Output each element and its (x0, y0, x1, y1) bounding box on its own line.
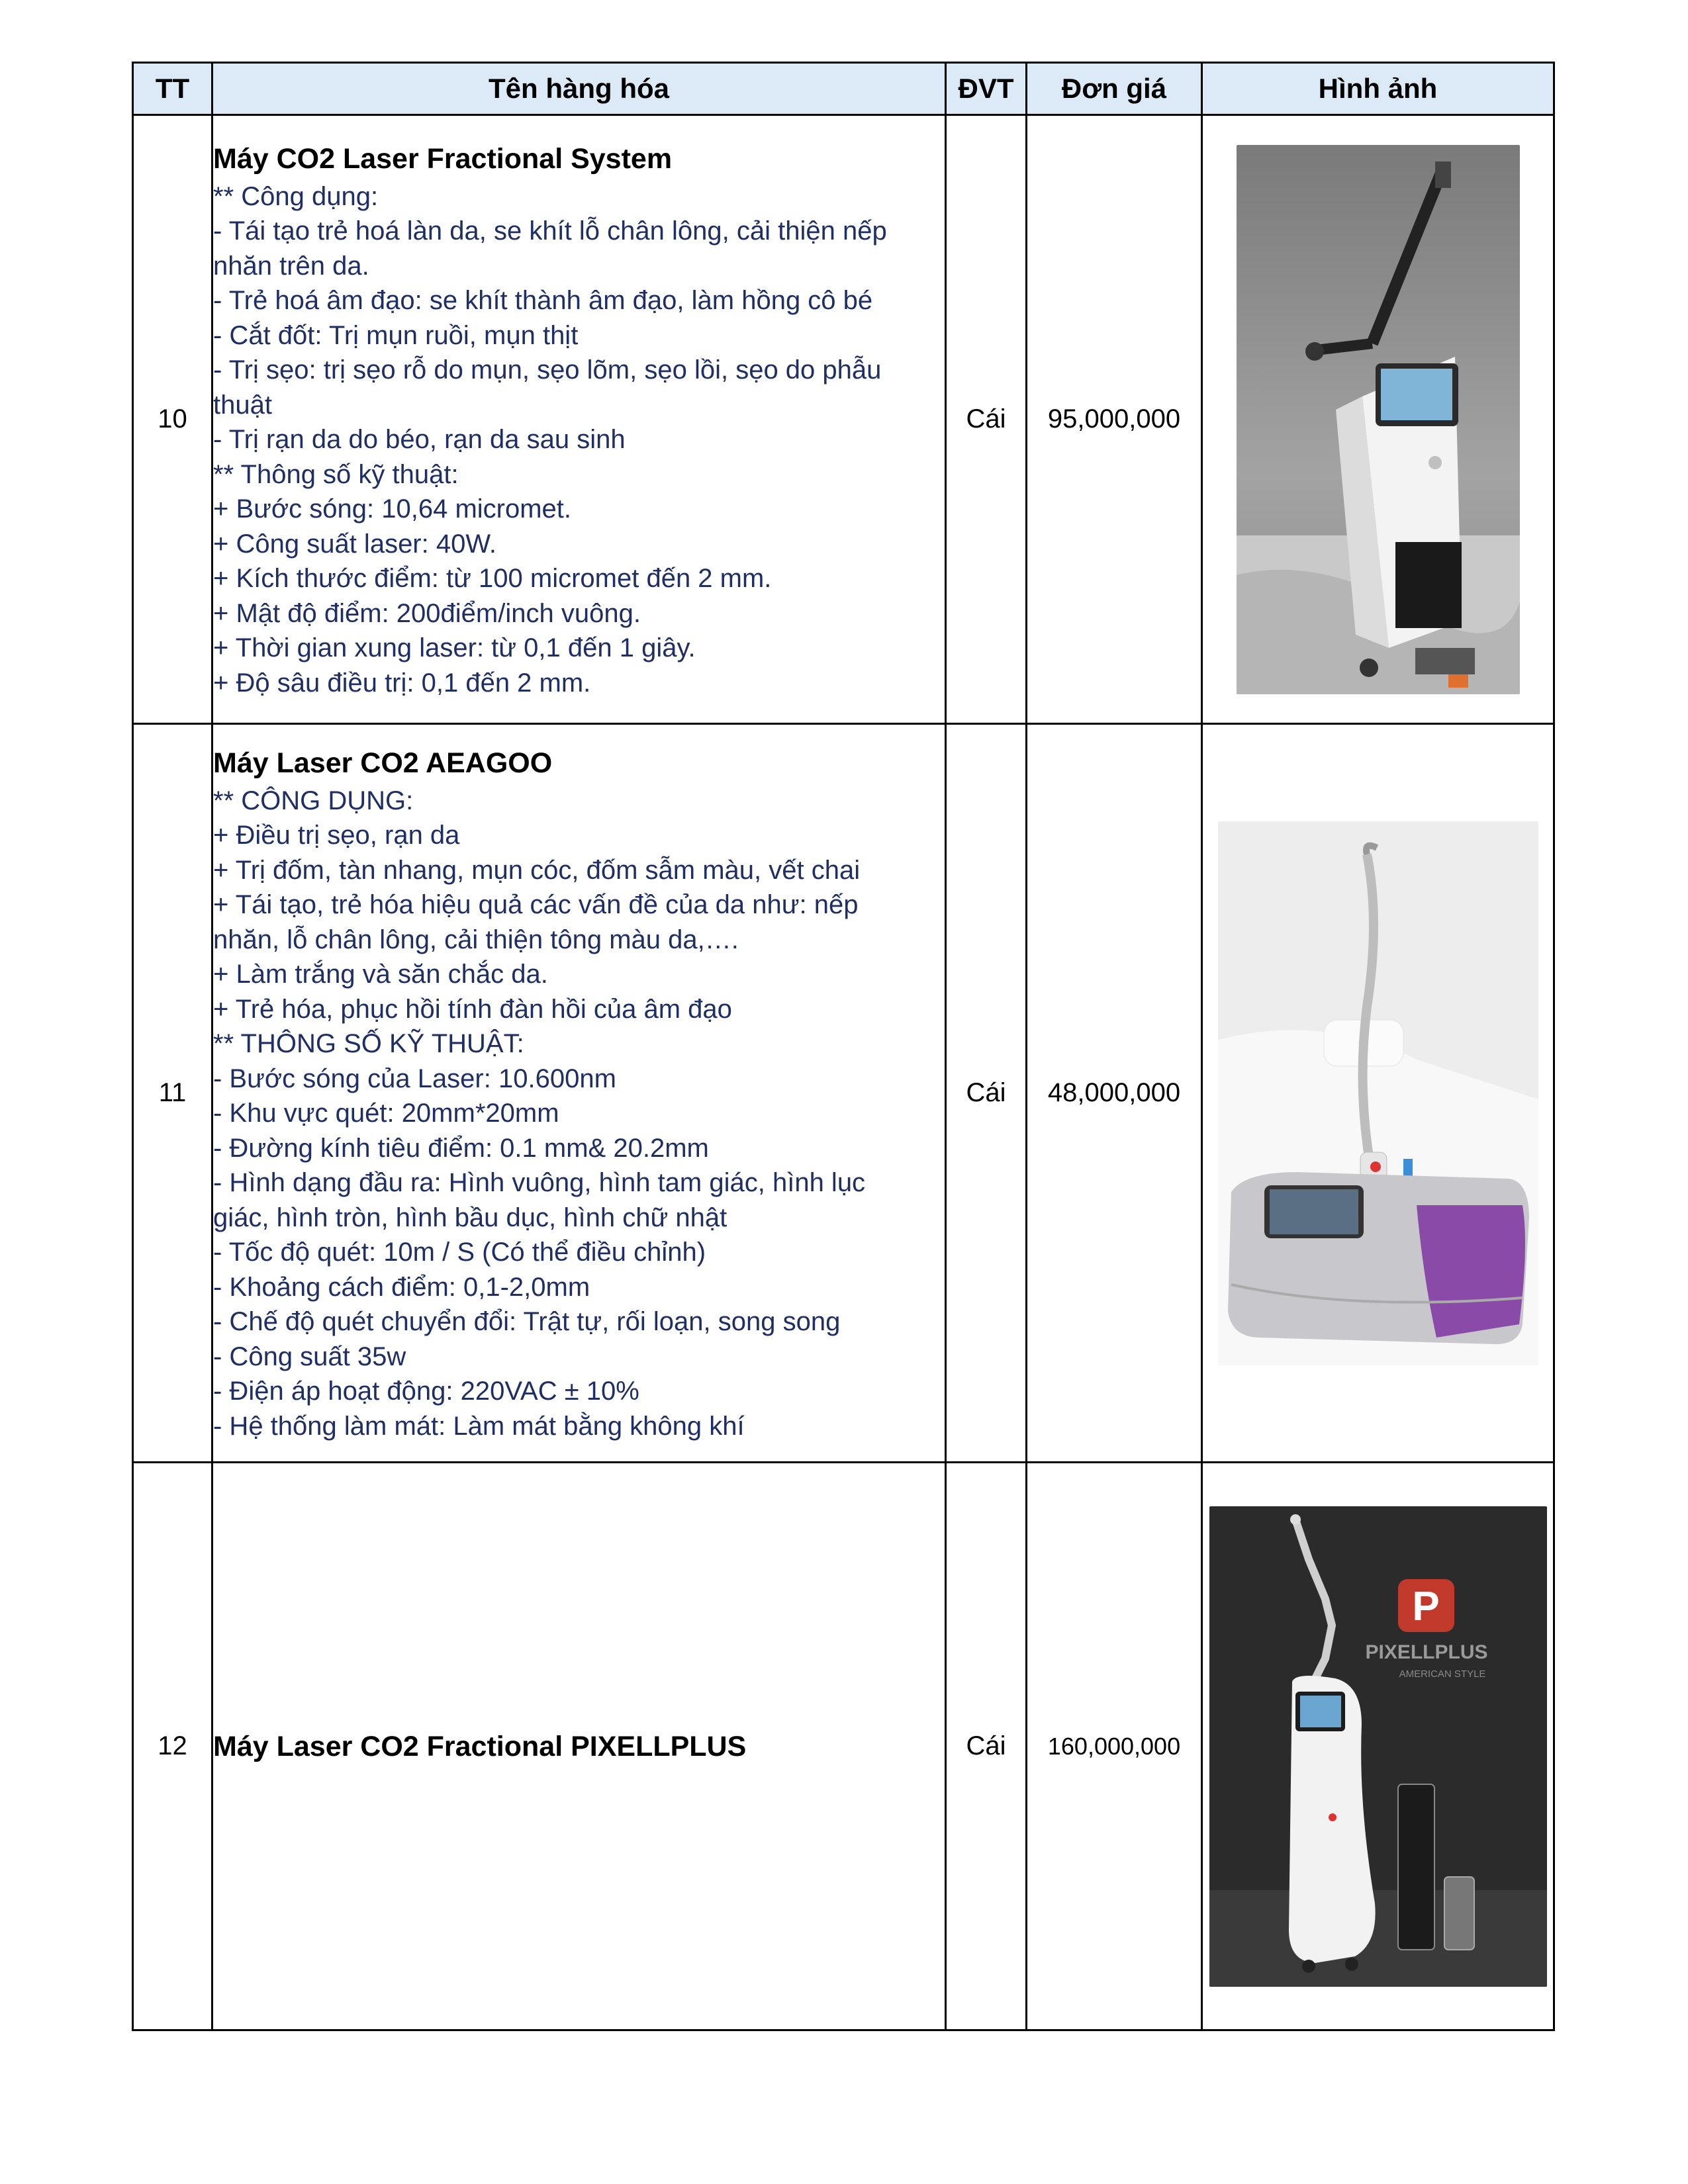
detail-line: + Thời gian xung laser: từ 0,1 đến 1 giây. (213, 633, 696, 663)
detail-line: + Công suất laser: 40W. (213, 529, 497, 559)
product-details (213, 784, 945, 1444)
header-image: Hình ảnh (1202, 63, 1554, 115)
unit-cell: Cái (946, 724, 1027, 1463)
detail-line: - Hệ thống làm mát: Làm mát bằng không khí (213, 1411, 745, 1441)
price-cell: 160,000,000 (1027, 1463, 1202, 2030)
header-product-name: Tên hàng hóa (212, 63, 946, 115)
product-price-table (132, 62, 1555, 2031)
product-name: Máy CO2 Laser Fractional System (213, 142, 673, 175)
image-cell (1202, 724, 1554, 1463)
detail-line: - Khu vực quét: 20mm*20mm (213, 1099, 559, 1128)
detail-line: ** THÔNG SỐ KỸ THUẬT: (213, 1029, 524, 1059)
row-number: 11 (133, 724, 212, 1463)
detail-line: + Trị đốm, tàn nhang, mụn cóc, đốm sẫm màu, vết chai (213, 855, 861, 885)
header-unit: ĐVT (946, 63, 1027, 115)
aeagoo-laser-machine-photo (1218, 821, 1538, 1365)
detail-line: nhăn, lỗ chân lông, cải thiện tông màu da,…. (213, 925, 739, 954)
detail-line: giác, hình tròn, hình bầu dục, hình chữ nhật (213, 1203, 727, 1232)
table-row (133, 115, 1554, 724)
unit-cell: Cái (946, 115, 1027, 724)
product-cell (212, 1463, 946, 2030)
detail-line: ** Công dụng: (213, 181, 379, 211)
pixellplus-logo-text: PIXELLPLUS (1364, 1641, 1488, 1663)
detail-line: - Điện áp hoạt động: 220VAC ± 10% (213, 1377, 639, 1406)
detail-line: - Tái tạo trẻ hoá làn da, se khít lỗ chân lông, cải thiện nếp (213, 216, 887, 246)
detail-line: - Khoảng cách điểm: 0,1-2,0mm (213, 1272, 590, 1302)
detail-line: - Cắt đốt: Trị mụn ruồi, mụn thịt (213, 320, 579, 350)
pixellplus-laser-machine-photo (1209, 1506, 1547, 1987)
detail-line: + Làm trắng và săn chắc da. (213, 960, 548, 989)
detail-line: + Điều trị sẹo, rạn da (213, 821, 460, 850)
pixellplus-logo-letter: P (1411, 1583, 1440, 1629)
image-cell (1202, 115, 1554, 724)
co2-laser-machine-photo (1237, 145, 1520, 694)
table-row (133, 1463, 1554, 2030)
table-row (133, 724, 1554, 1463)
price-cell: 95,000,000 (1027, 115, 1202, 724)
detail-line: nhăn trên da. (213, 251, 369, 281)
row-number: 10 (133, 115, 212, 724)
detail-line: + Mật độ điểm: 200điểm/inch vuông. (213, 598, 641, 628)
detail-line: - Đường kính tiêu điểm: 0.1 mm& 20.2mm (213, 1133, 709, 1163)
detail-line: ** CÔNG DỤNG: (213, 786, 414, 815)
detail-line: + Trẻ hóa, phục hồi tính đàn hồi của âm đạo (213, 994, 732, 1024)
detail-line: - Trị sẹo: trị sẹo rỗ do mụn, sẹo lõm, sẹo lồi, sẹo do phẫu (213, 355, 882, 385)
detail-line: ** Thông số kỹ thuật: (213, 459, 459, 489)
product-name: Máy Laser CO2 AEAGOO (213, 747, 553, 779)
header-tt: TT (133, 63, 212, 115)
table-header-row (133, 63, 1554, 115)
row-number: 12 (133, 1463, 212, 2030)
detail-line: - Trị rạn da do béo, rạn da sau sinh (213, 425, 626, 455)
unit-cell: Cái (946, 1463, 1027, 2030)
detail-line: - Tốc độ quét: 10m / S (Có thể điều chỉnh) (213, 1238, 706, 1267)
price-cell: 48,000,000 (1027, 724, 1202, 1463)
product-cell (212, 115, 946, 724)
detail-line: thuật (213, 390, 272, 420)
product-details (213, 179, 945, 701)
detail-line: + Tái tạo, trẻ hóa hiệu quả các vấn đề của da như: nếp (213, 890, 859, 920)
image-cell (1202, 1463, 1554, 2030)
detail-line: - Bước sóng của Laser: 10.600nm (213, 1064, 616, 1093)
detail-line: - Trẻ hoá âm đạo: se khít thành âm đạo, làm hồng cô bé (213, 286, 873, 316)
product-cell (212, 724, 946, 1463)
pixellplus-logo-subtitle: AMERICAN STYLE (1399, 1668, 1485, 1680)
header-unit-price: Đơn giá (1027, 63, 1202, 115)
detail-line: + Kích thước điểm: từ 100 micromet đến 2 mm. (213, 564, 772, 594)
detail-line: - Hình dạng đầu ra: Hình vuông, hình tam giác, hình lục (213, 1168, 866, 1198)
detail-line: + Độ sâu điều trị: 0,1 đến 2 mm. (213, 668, 591, 698)
detail-line: - Chế độ quét chuyển đổi: Trật tự, rối loạn, song song (213, 1307, 841, 1337)
detail-line: + Bước sóng: 10,64 micromet. (213, 494, 572, 524)
product-name: Máy Laser CO2 Fractional PIXELLPLUS (213, 1730, 747, 1762)
detail-line: - Công suất 35w (213, 1342, 406, 1371)
